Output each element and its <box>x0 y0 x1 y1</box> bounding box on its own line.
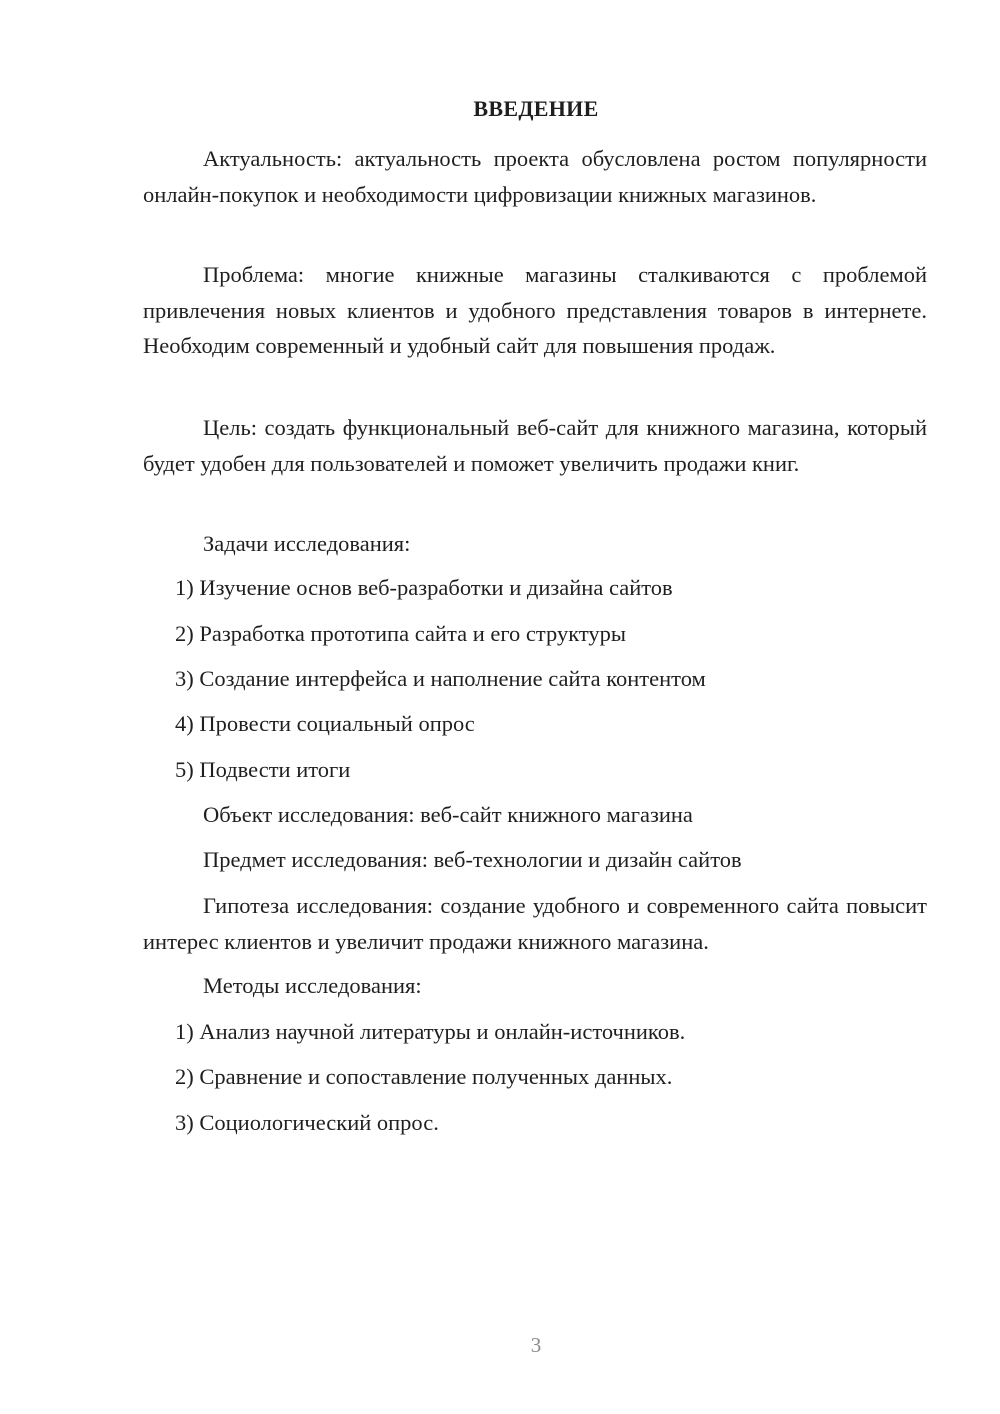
hypothesis-block <box>143 888 927 959</box>
tasks-heading: Задачи исследования: <box>203 531 411 556</box>
tasks-item-4-block <box>143 706 927 742</box>
object-text: Объект исследования: веб-сайт книжного магазина <box>203 802 693 827</box>
list-item: 4) Провести социальный опрос <box>175 711 475 736</box>
list-item: 1) Изучение основ веб-разработки и дизайна сайтов <box>175 575 673 600</box>
methods-item-1-block <box>143 1014 927 1050</box>
paragraph-relevance <box>143 141 927 212</box>
tasks-heading-block <box>143 526 927 562</box>
page-title: ВВЕДЕНИЕ <box>473 96 599 121</box>
page-number: 3 <box>530 1333 542 1357</box>
paragraph-problem <box>143 257 927 364</box>
tasks-item-5-block <box>143 752 927 788</box>
subject-text: Предмет исследования: веб-технологии и дизайн сайтов <box>203 847 742 872</box>
object-block <box>143 797 927 833</box>
list-item: 3) Социологический опрос. <box>175 1110 439 1135</box>
methods-heading: Методы исследования: <box>203 973 422 998</box>
list-item: 2) Сравнение и сопоставление полученных данных. <box>175 1064 673 1089</box>
methods-heading-block <box>143 968 927 1004</box>
list-item: 3) Создание интерфейса и наполнение сайта контентом <box>175 666 706 691</box>
methods-item-3-block <box>143 1105 927 1141</box>
goal-text: Цель: создать функциональный веб-сайт для книжного магазина, который будет удобен для пользователей и поможет увеличить продажи книг. <box>143 415 927 476</box>
relevance-text: Актуальность: актуальность проекта обусловлена ростом популярности онлайн-покупок и необходимости цифровизации книжных магазинов. <box>143 146 927 207</box>
paragraph-goal <box>143 410 927 481</box>
subject-block <box>143 842 927 878</box>
tasks-item-2-block <box>143 616 927 652</box>
list-item: 5) Подвести итоги <box>175 757 351 782</box>
problem-text: Проблема: многие книжные магазины сталкиваются с проблемой привлечения новых клиентов и удобного представления товаров в интернете. Необходим современный и удобный сайт для повышения продаж. <box>143 262 927 358</box>
methods-item-2-block <box>143 1059 927 1095</box>
tasks-item-3-block <box>143 661 927 697</box>
list-item: 2) Разработка прототипа сайта и его структуры <box>175 621 626 646</box>
list-item: 1) Анализ научной литературы и онлайн-источников. <box>175 1019 686 1044</box>
tasks-item-1-block <box>143 570 927 606</box>
hypothesis-text: Гипотеза исследования: создание удобного и современного сайта повысит интерес клиентов и увеличит продажи книжного магазина. <box>143 893 927 954</box>
